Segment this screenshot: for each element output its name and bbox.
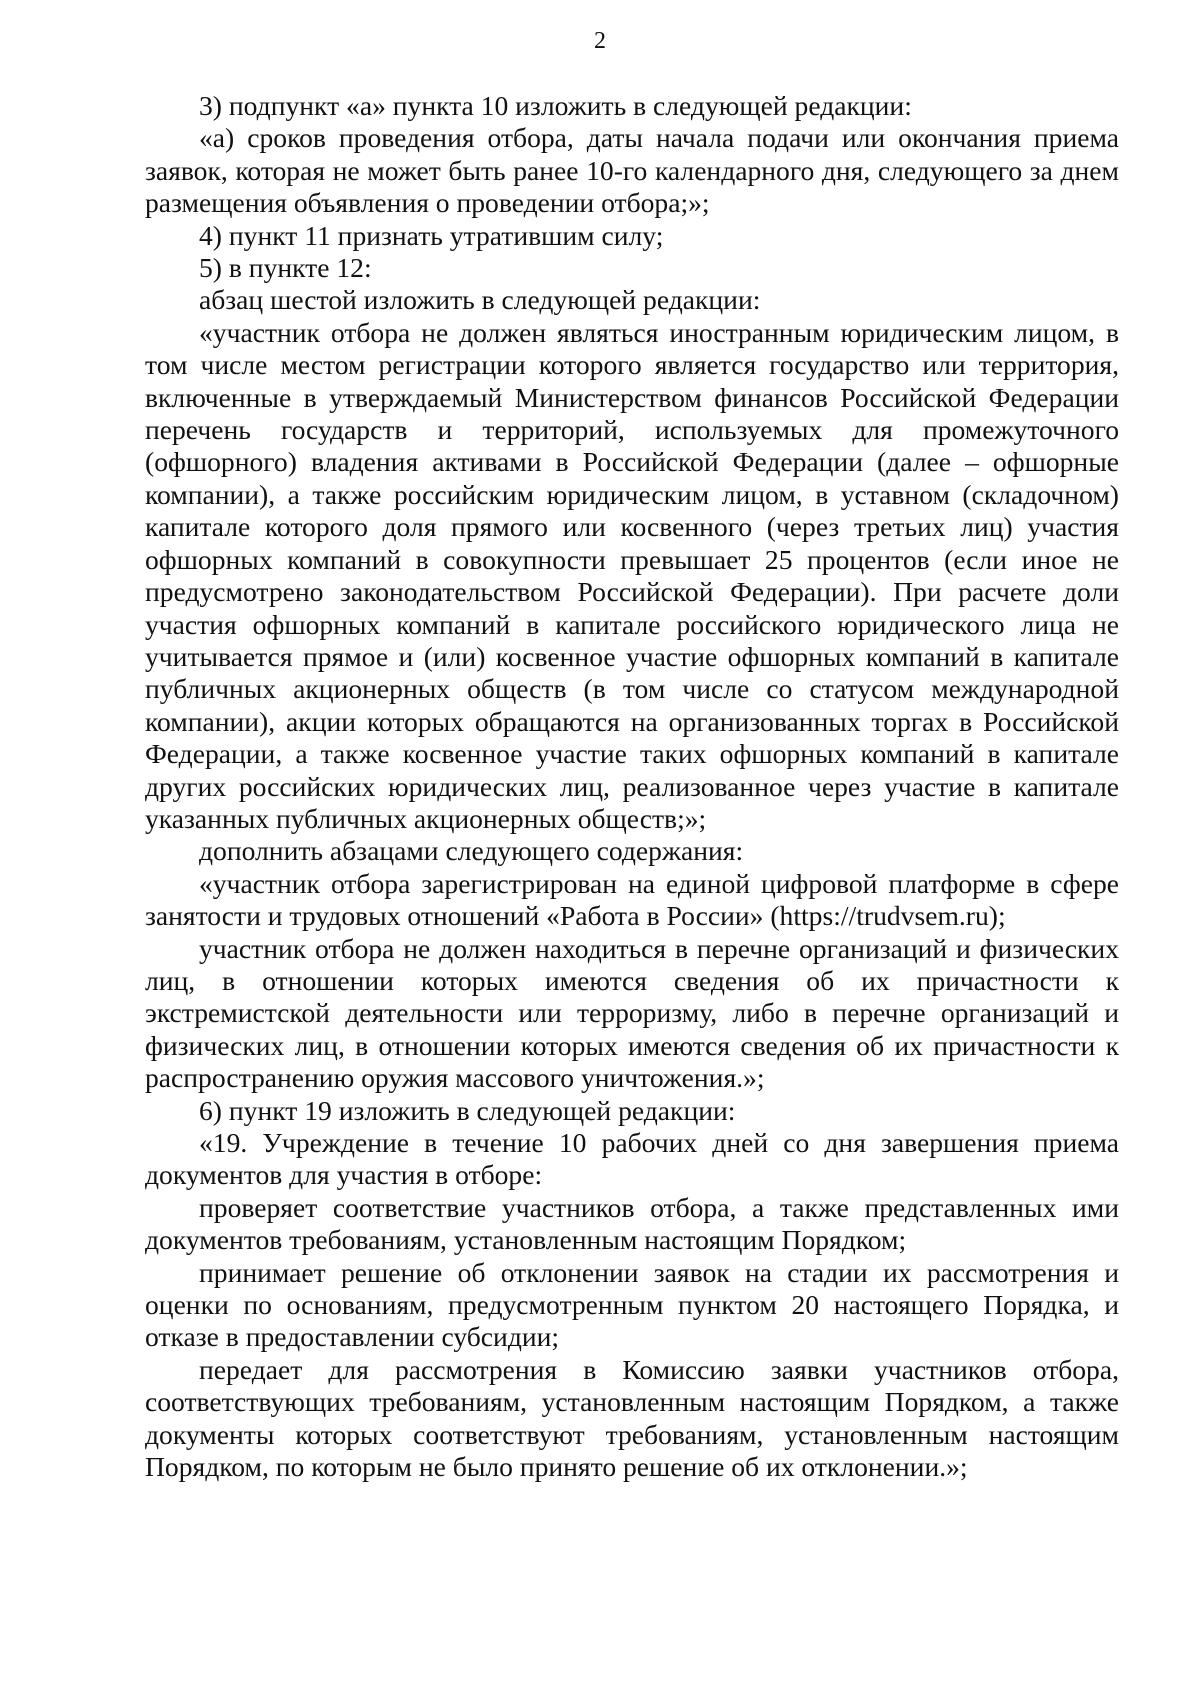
paragraph-extremism-list: участник отбора не должен находиться в перечне организаций и физических лиц, в отношении которых имеются сведения об их причастности к экстремистской деятельности или терроризму, либо в перечне организаций и физических лиц, в отношении которых имеются сведения об их причастности к распространению оружия массового уничтожения.»; (145, 932, 1119, 1094)
paragraph-transfer-to-commission: передает для рассмотрения в Комиссию заявки участников отбора, соответствующих требованиям, установленным настоящим Порядком, а также документы которых соответствуют требованиям, установленным настоящим Порядком, по которым не было принято решение об их отклонении.»; (145, 1353, 1119, 1483)
paragraph-trudvsem-registration: «участник отбора зарегистрирован на единой цифровой платформе в сфере занятости и трудовых отношений «Работа в России» (https://trudvsem.ru); (145, 867, 1119, 932)
page-number: 2 (594, 28, 606, 54)
document-body (145, 90, 1119, 1483)
paragraph-subpoint-a-text: «а) сроков проведения отбора, даты начала подачи или окончания приема заявок, которая не может быть ранее 10-го календарного дня, следующего за днем размещения объявления о проведении отбора;»; (145, 122, 1119, 219)
paragraph-subpoint-3: 3) подпункт «а» пункта 10 изложить в следующей редакции: (199, 90, 912, 121)
paragraph-subpoint-4: 4) пункт 11 признать утратившим силу; (199, 219, 664, 251)
paragraph-subpoint-6: 6) пункт 19 изложить в следующей редакции: (199, 1094, 736, 1126)
paragraph-offshore-requirement: «участник отбора не должен являться иностранным юридическим лицом, в том числе местом регистрации которого является государство или территория, включенные в утверждаемый Министерством финансов Российской Федерации перечень государств и территорий, используемых для промежуточного (офшорного) владения активами в Российской Федерации (далее – офшорные компании), а также российским юридическим лицом, в уставном (складочном) капитале которого доля прямого или косвенного (через третьих лиц) участия офшорных компаний в совокупности превышает 25 процентов (если иное не предусмотрено законодательством Российской Федерации). При расчете доли участия офшорных компаний в капитале российского юридического лица не учитывается прямое и (или) косвенное участие офшорных компаний в капитале публичных акционерных обществ (в том числе со статусом международной компании), акции которых обращаются на организованных торгах в Российской Федерации, а также косвенное участие таких офшорных компаний в капитале других российских юридических лиц, реализованное через участие в капитале указанных публичных акционерных обществ;»; (145, 316, 1119, 834)
paragraph-abzac-sixth: абзац шестой изложить в следующей редакции: (199, 284, 761, 316)
paragraph-checks-compliance: проверяет соответствие участников отбора, а также представленных ими документов требованиям, установленным настоящим Порядком; (145, 1191, 1119, 1256)
paragraph-rejection-decision: принимает решение об отклонении заявок на стадии их рассмотрения и оценки по основаниям, предусмотренным пунктом 20 настоящего Порядка, и отказе в предоставлении субсидии; (145, 1256, 1119, 1353)
paragraph-subpoint-5: 5) в пункте 12: (199, 252, 372, 284)
paragraph-supplement-intro: дополнить абзацами следующего содержания: (199, 835, 744, 867)
paragraph-point-19: «19. Учреждение в течение 10 рабочих дней со дня завершения приема документов для участия в отборе: (145, 1127, 1119, 1191)
